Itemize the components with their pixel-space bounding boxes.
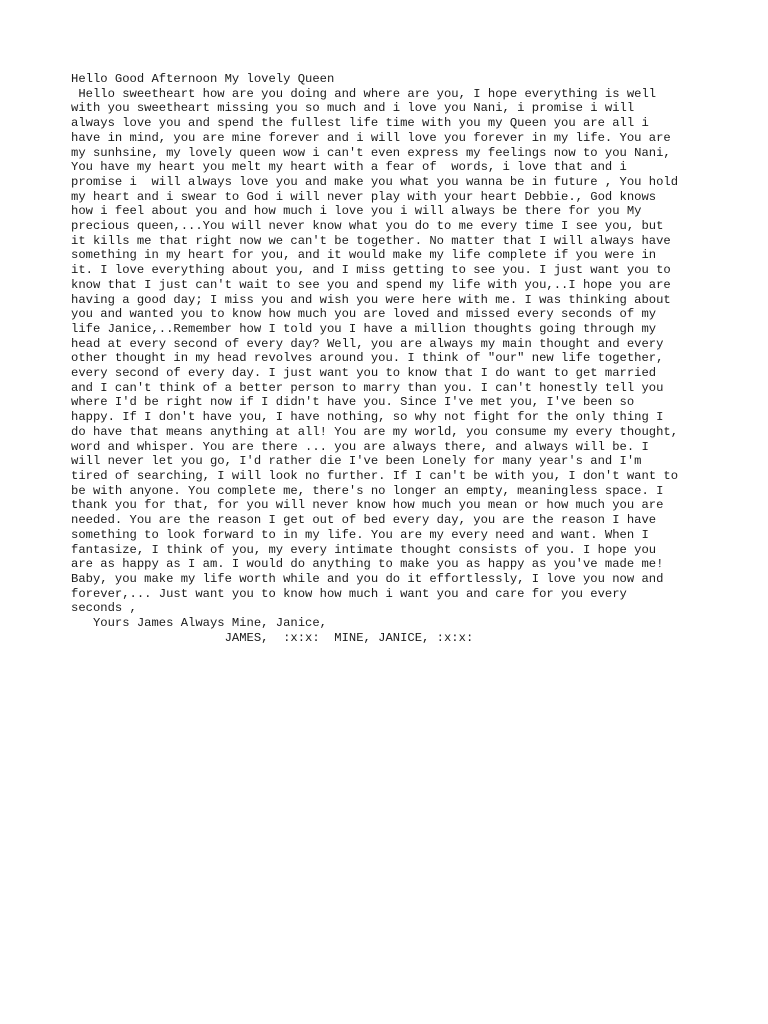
letter-line: have in mind, you are mine forever and i will love you forever in my life. You are	[71, 130, 671, 145]
letter-line: seconds ,	[71, 601, 137, 616]
letter-line: head at every second of every day? Well, you are always my main thought and every	[71, 336, 664, 351]
letter-line: forever,... Just want you to know how much i want you and care for you every	[71, 586, 627, 601]
letter-line: life Janice,..Remember how I told you I have a million thoughts going through my	[71, 321, 657, 336]
letter-line: where I'd be right now if I didn't have you. Since I've met you, I've been so	[71, 395, 635, 410]
letter-line: my heart and i swear to God i will never play with your heart Debbie., God knows	[71, 189, 657, 204]
letter-line: promise i will always love you and make you what you wanna be in future , You hold	[71, 174, 679, 189]
letter-line: Baby, you make my life worth while and you do it effortlessly, I love you now and	[71, 571, 664, 586]
letter-body	[71, 72, 731, 645]
letter-line: having a good day; I miss you and wish you were here with me. I was thinking about	[71, 292, 671, 307]
letter-line: something in my heart for you, and it would make my life complete if you were in	[71, 248, 657, 263]
letter-line: and I can't think of a better person to marry than you. I can't honestly tell you	[71, 380, 664, 395]
letter-line: every second of every day. I just want you to know that I do want to get married	[71, 366, 657, 381]
letter-line: thank you for that, for you will never know how much you mean or how much you are	[71, 498, 664, 513]
letter-line: You have my heart you melt my heart with a fear of words, i love that and i	[71, 160, 627, 175]
letter-line: precious queen,...You will never know what you do to me every time I see you, but	[71, 219, 664, 234]
letter-line: you and wanted you to know how much you are loved and missed every seconds of my	[71, 307, 657, 322]
letter-line: are as happy as I am. I would do anything to make you as happy as you've made me!	[71, 557, 664, 572]
letter-line: always love you and spend the fullest life time with you my Queen you are all i	[71, 116, 649, 131]
letter-line: do have that means anything at all! You are my world, you consume my every thought,	[71, 424, 679, 439]
letter-line: happy. If I don't have you, I have nothing, so why not fight for the only thing I	[71, 410, 664, 425]
letter-line: tired of searching, I will look no further. If I can't be with you, I don't want to	[71, 468, 679, 483]
letter-line: it. I love everything about you, and I miss getting to see you. I just want you to	[71, 263, 671, 278]
letter-line: will never let you go, I'd rather die I've been Lonely for many year's and I'm	[71, 454, 642, 469]
letter-line: with you sweetheart missing you so much and i love you Nani, i promise i will	[71, 101, 635, 116]
letter-line: needed. You are the reason I get out of bed every day, you are the reason I have	[71, 513, 657, 528]
letter-line: Hello Good Afternoon My lovely Queen	[71, 72, 335, 86]
letter-line: be with anyone. You complete me, there's no longer an empty, meaningless space. I	[71, 483, 664, 498]
letter-line: know that I just can't wait to see you and spend my life with you,..I hope you are	[71, 277, 671, 292]
letter-line: other thought in my head revolves around you. I think of "our" new life together,	[71, 351, 664, 366]
letter-line: Yours James Always Mine, Janice,	[71, 616, 327, 631]
letter-line: fantasize, I think of you, my every intimate thought consists of you. I hope you	[71, 542, 657, 557]
letter-line: Hello sweetheart how are you doing and where are you, I hope everything is well	[71, 86, 657, 101]
letter-line: how i feel about you and how much i love you i will always be there for you My	[71, 204, 642, 219]
letter-line: it kills me that right now we can't be together. No matter that I will always have	[71, 233, 671, 248]
letter-line: my sunhsine, my lovely queen wow i can't even express my feelings now to you Nani,	[71, 145, 671, 160]
letter-line: word and whisper. You are there ... you are always there, and always will be. I	[71, 439, 649, 454]
letter-line: JAMES, :x:x: MINE, JANICE, :x:x:	[71, 630, 474, 645]
letter-line: something to look forward to in my life. You are my every need and want. When I	[71, 527, 649, 542]
